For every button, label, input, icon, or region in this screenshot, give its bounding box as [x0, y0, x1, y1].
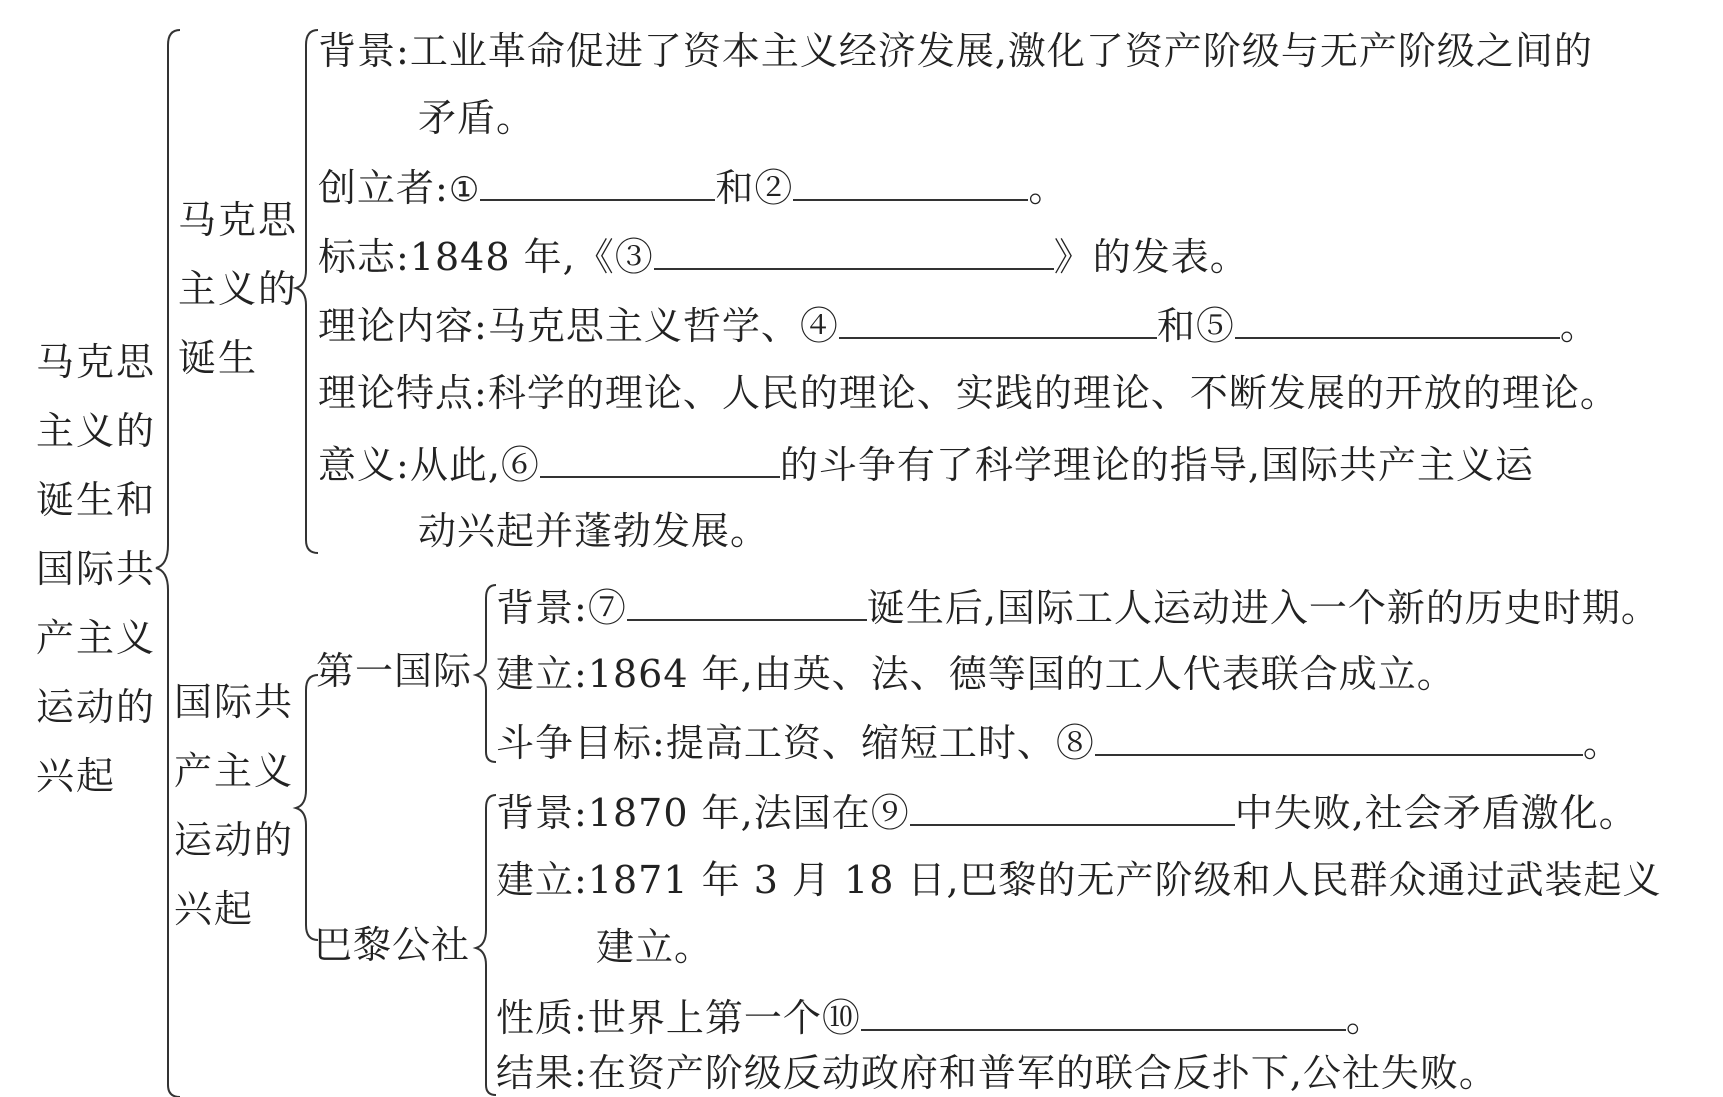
section2-label-line: 兴起 [174, 887, 255, 931]
s1-founders-end: 。 [1028, 166, 1068, 210]
section1-label-line: 马克思 [178, 198, 299, 242]
fi-founding-key: 建立 [496, 652, 575, 696]
pc-founding-line2: 建立。 [596, 925, 714, 969]
s1-features-text: 科学的理论、人民的理论、实践的理论、不断发展的开放的理论。 [487, 371, 1619, 415]
blank-6[interactable] [540, 440, 780, 478]
colon: : [396, 29, 410, 73]
fi-goal [496, 718, 1622, 766]
section2-brace [296, 675, 318, 940]
section1-label [178, 186, 298, 393]
root-line: 诞生和 [36, 478, 157, 522]
s1-significance-line2: 动兴起并蓬勃发展。 [418, 509, 770, 553]
pc-nature-end: 。 [1345, 996, 1385, 1040]
colon: : [574, 652, 588, 696]
s1-founders-marker1: ① [448, 170, 481, 210]
section2-label-line: 运动的 [174, 818, 295, 862]
fi-background-pre: ⑦ [587, 586, 627, 630]
s1-content [318, 301, 1599, 349]
s1-background-line1 [318, 28, 1593, 74]
root-line: 产主义 [36, 616, 157, 660]
section2-label-line: 产主义 [174, 749, 295, 793]
s1-significance-pre: 从此,⑥ [409, 443, 540, 487]
section1-label-line: 主义的 [178, 267, 299, 311]
colon: : [435, 166, 449, 210]
pc-founding-key: 建立 [496, 858, 575, 902]
s1-symbol-pre: 1848 年,《③ [409, 235, 654, 279]
s1-symbol-post: 》的发表。 [1053, 235, 1249, 279]
s1-content-mid: 和⑤ [1156, 304, 1235, 348]
pc-founding-line1 [496, 857, 1662, 903]
colon: : [574, 791, 588, 835]
blank-9[interactable] [910, 788, 1235, 826]
colon: : [574, 858, 588, 902]
root-line: 主义的 [36, 409, 157, 453]
root-line: 运动的 [36, 685, 157, 729]
section2-label [174, 668, 294, 944]
blank-7[interactable] [627, 583, 867, 621]
s1-significance-line1 [318, 440, 1534, 488]
fi-goal-end: 。 [1582, 721, 1622, 765]
colon: : [474, 304, 488, 348]
fi-background-post: 诞生后,国际工人运动进入一个新的历史时期。 [866, 586, 1660, 630]
blank-3[interactable] [654, 232, 1054, 270]
fi-goal-key: 斗争目标 [496, 721, 653, 765]
s1-background-key: 背景 [318, 29, 397, 73]
s1-founders [318, 163, 1067, 213]
root-label [36, 328, 156, 811]
s1-features-key: 理论特点 [318, 371, 475, 415]
paris-label: 巴黎公社 [314, 923, 471, 967]
s1-background-text: 工业革命促进了资本主义经济发展,激化了资产阶级与无产阶级之间的 [409, 29, 1593, 73]
fi-background-key: 背景 [496, 586, 575, 630]
section2-label-line: 国际共 [174, 680, 295, 724]
root-line: 兴起 [36, 754, 117, 798]
s1-symbol [318, 232, 1249, 280]
s1-content-end: 。 [1559, 304, 1599, 348]
root-line: 国际共 [36, 547, 157, 591]
s1-founders-key: 创立者 [318, 166, 436, 210]
pc-background [496, 788, 1638, 836]
s1-content-key: 理论内容 [318, 304, 475, 348]
fi-founding [496, 651, 1456, 697]
first-intl-label: 第一国际 [316, 649, 473, 693]
blank-4[interactable] [839, 301, 1157, 339]
section1-brace [296, 30, 318, 553]
colon: : [396, 443, 410, 487]
colon: : [574, 996, 588, 1040]
colon: : [652, 721, 666, 765]
colon: : [396, 235, 410, 279]
root-line: 马克思 [36, 340, 157, 384]
blank-5[interactable] [1235, 301, 1560, 339]
s1-significance-key: 意义 [318, 443, 397, 487]
s1-founders-mid: 和② [715, 166, 794, 210]
fi-goal-pre: 提高工资、缩短工时、⑧ [665, 721, 1095, 765]
blank-10[interactable] [861, 993, 1346, 1031]
pc-result-text: 在资产阶级反动政府和普军的联合反扑下,公社失败。 [587, 1051, 1498, 1095]
s1-features [318, 370, 1619, 416]
pc-background-key: 背景 [496, 791, 575, 835]
s1-background-line2: 矛盾。 [418, 96, 536, 140]
pc-result-key: 结果 [496, 1051, 575, 1095]
first-intl-brace [476, 585, 496, 762]
pc-result [496, 1050, 1498, 1096]
colon: : [474, 371, 488, 415]
colon: : [574, 586, 588, 630]
colon: : [574, 1051, 588, 1095]
pc-nature-pre: 世界上第一个⑩ [587, 996, 861, 1040]
blank-1[interactable] [480, 163, 715, 201]
paris-brace [476, 795, 496, 1095]
fi-founding-text: 1864 年,由英、法、德等国的工人代表联合成立。 [587, 652, 1456, 696]
pc-nature [496, 993, 1385, 1041]
section1-label-line: 诞生 [178, 336, 259, 380]
pc-background-pre: 1870 年,法国在⑨ [587, 791, 910, 835]
blank-2[interactable] [793, 163, 1028, 201]
s1-symbol-key: 标志 [318, 235, 397, 279]
blank-8[interactable] [1095, 718, 1583, 756]
fi-background [496, 583, 1660, 631]
pc-nature-key: 性质 [496, 996, 575, 1040]
s1-content-pre: 马克思主义哲学、④ [487, 304, 839, 348]
s1-significance-post: 的斗争有了科学理论的指导,国际共产主义运 [779, 443, 1535, 487]
pc-background-post: 中失败,社会矛盾激化。 [1234, 791, 1638, 835]
pc-founding-text1: 1871 年 3 月 18 日,巴黎的无产阶级和人民群众通过武装起义 [587, 858, 1662, 902]
